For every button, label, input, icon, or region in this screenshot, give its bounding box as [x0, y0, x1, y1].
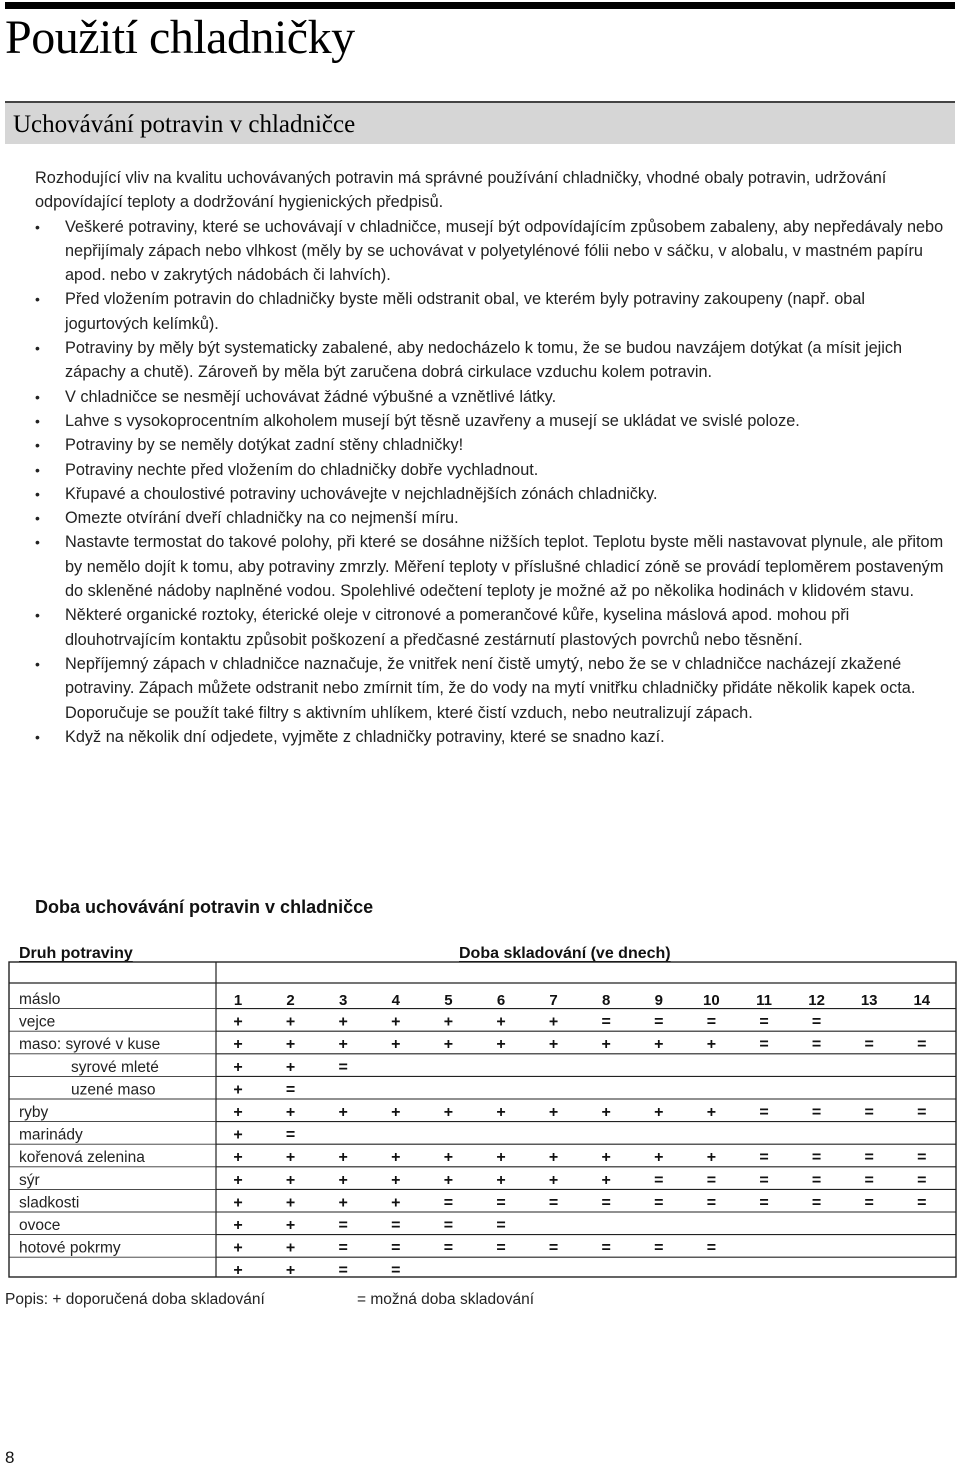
- equal-symbol: =: [548, 1194, 559, 1212]
- equal-symbol: =: [601, 1013, 611, 1031]
- equal-symbol: =: [548, 1239, 559, 1257]
- bullet-item: [35, 287, 945, 336]
- page-number: 8: [5, 1448, 15, 1467]
- bullet-text: Potraviny nechte před vložením do chladničky dobře vychladnout.: [65, 460, 539, 479]
- plus-symbol: +: [233, 1171, 243, 1189]
- top-rule: [5, 2, 955, 9]
- plus-symbol: +: [285, 1149, 296, 1167]
- plus-symbol: +: [285, 1036, 296, 1054]
- bullet-text: Před vložením potravin do chladničky byste měli odstranit obal, ve kterém byly potraviny zakoupeny (např. obal jogurtových kelímků).: [65, 290, 865, 333]
- plus-symbol: +: [391, 1171, 401, 1189]
- equal-symbol: =: [864, 1149, 874, 1167]
- plus-symbol: +: [654, 1036, 664, 1054]
- equal-symbol: =: [443, 1217, 454, 1234]
- equal-symbol: =: [706, 1013, 717, 1031]
- plus-symbol: +: [233, 1126, 243, 1144]
- equal-symbol: =: [917, 1194, 927, 1212]
- bullet-text: Potraviny by se neměly dotýkat zadní stěny chladničky!: [65, 436, 464, 455]
- equal-symbol: =: [917, 1171, 927, 1189]
- bullet-item: [35, 530, 945, 603]
- plus-symbol: +: [285, 1262, 296, 1278]
- day-number: 11: [756, 992, 772, 1009]
- day-number: 7: [549, 992, 558, 1009]
- equal-symbol: =: [864, 1194, 874, 1212]
- equal-symbol: =: [443, 1194, 454, 1212]
- plus-symbol: +: [391, 1104, 401, 1121]
- plus-symbol: +: [654, 1104, 664, 1121]
- bullet-icon: •: [35, 655, 40, 672]
- equal-symbol: =: [285, 1126, 296, 1144]
- plus-symbol: +: [706, 1149, 717, 1167]
- plus-symbol: +: [285, 1013, 296, 1031]
- plus-symbol: +: [601, 1036, 611, 1054]
- equal-symbol: =: [654, 1013, 664, 1031]
- plus-symbol: +: [285, 1058, 296, 1076]
- day-number: 4: [391, 992, 400, 1009]
- plus-symbol: +: [233, 1036, 243, 1054]
- days-column-header: Doba skladování (ve dnech): [459, 945, 671, 962]
- bullet-item: [35, 336, 945, 385]
- food-name: máslo: [19, 991, 61, 1008]
- equal-symbol: =: [917, 1036, 927, 1054]
- bullet-list: [35, 215, 945, 750]
- bullet-item: [35, 652, 945, 725]
- bullet-icon: •: [35, 485, 40, 502]
- equal-symbol: =: [811, 1194, 822, 1212]
- plus-symbol: +: [338, 1171, 348, 1189]
- food-name: kořenová zelenina: [19, 1149, 145, 1167]
- equal-symbol: =: [811, 1013, 822, 1031]
- equal-symbol: =: [759, 1194, 769, 1212]
- day-number: 13: [860, 992, 878, 1009]
- plus-symbol: +: [233, 1081, 243, 1099]
- plus-symbol: +: [233, 1194, 243, 1212]
- intro-paragraph: Rozhodující vliv na kvalitu uchovávaných potravin má správné používání chladničky, vhodné obaly potravin, udržování odpovídající teploty a dodržování hygienických předpisů.: [35, 169, 887, 212]
- equal-symbol: =: [391, 1239, 401, 1257]
- bullet-item: [35, 409, 945, 433]
- plus-symbol: +: [285, 1217, 296, 1234]
- equal-symbol: =: [496, 1239, 506, 1257]
- plus-symbol: +: [285, 1171, 296, 1189]
- plus-symbol: +: [706, 1104, 717, 1121]
- plus-symbol: +: [338, 1149, 348, 1167]
- bullet-text: Nastavte termostat do takové polohy, při které se dosáhne nižších teplot. Teplotu byste měli nastavovat plynule, ale přitom by nemělo dojít k tomu, aby potraviny zmrzly. Měření teploty v příslušné chladicí zóně se provádí teploměrem postaveným do skleněné nádoby naplněné vodou. Spolehlivé odečtení teploty je možné až po několika hodinách v klidovém stavu.: [65, 533, 944, 601]
- equal-symbol: =: [811, 1149, 822, 1167]
- equal-symbol: =: [496, 1194, 506, 1212]
- equal-symbol: =: [759, 1171, 769, 1189]
- equal-symbol: =: [864, 1171, 874, 1189]
- food-column-header: Druh potraviny: [19, 945, 133, 962]
- food-name: syrové mleté: [71, 1058, 159, 1076]
- plus-symbol: +: [443, 1036, 454, 1054]
- plus-symbol: +: [338, 1036, 348, 1054]
- bullet-item: [35, 433, 945, 457]
- plus-symbol: +: [233, 1149, 243, 1167]
- bullet-item: [35, 603, 945, 652]
- page-title: Použití chladničky: [5, 11, 355, 64]
- plus-symbol: +: [443, 1013, 454, 1031]
- bullet-text: Veškeré potraviny, které se uchovávají v chladničce, musejí být odpovídajícím způsobem zabaleny, aby nepředávaly nebo nepřijímaly zápach nebo vlhkost (měly by se uchovávat v polyetylénové fólii nebo v sáčku, v alobalu, v mastném papíru apod. nebo v zakrytých nádobách či lahvích).: [65, 217, 944, 285]
- body-text: [35, 166, 945, 749]
- day-number: 14: [913, 992, 931, 1009]
- food-name: uzené maso: [71, 1081, 156, 1099]
- bullet-icon: •: [35, 340, 40, 357]
- plus-symbol: +: [338, 1194, 348, 1212]
- food-name: marinády: [19, 1126, 83, 1144]
- plus-symbol: +: [391, 1149, 401, 1167]
- equal-symbol: =: [706, 1194, 717, 1212]
- plus-symbol: +: [233, 1217, 243, 1234]
- equal-symbol: =: [338, 1239, 348, 1257]
- plus-symbol: +: [285, 1104, 296, 1121]
- bullet-text: Když na několik dní odjedete, vyjměte z chladničky potraviny, které se snadno kazí.: [65, 727, 665, 746]
- plus-symbol: +: [496, 1171, 506, 1189]
- bullet-icon: •: [35, 461, 40, 478]
- bullet-text: Lahve s vysokoprocentním alkoholem musejí být těsně uzavřeny a musejí se ukládat ve svislé poloze.: [65, 411, 800, 430]
- bullet-text: Potraviny by měly být systematicky zabalené, aby nedocházelo k tomu, že se budou navzájem dotýkat (a mísit jejich zápachy a chutě). Zároveň by měla být zaručena dobrá cirkulace vzduchu kolem potravin.: [65, 339, 903, 382]
- day-number: 10: [703, 992, 720, 1009]
- equal-symbol: =: [917, 1149, 927, 1167]
- bullet-icon: •: [35, 607, 40, 624]
- plus-symbol: +: [443, 1171, 454, 1189]
- plus-symbol: +: [706, 1036, 717, 1054]
- plus-symbol: +: [496, 1149, 506, 1167]
- plus-symbol: +: [285, 1239, 296, 1257]
- bullet-text: V chladničce se nesmějí uchovávat žádné výbušné a vznětlivé látky.: [65, 387, 557, 406]
- equal-symbol: =: [654, 1239, 664, 1257]
- plus-symbol: +: [443, 1149, 454, 1167]
- plus-symbol: +: [548, 1013, 559, 1031]
- equal-symbol: =: [706, 1171, 717, 1189]
- storage-table: [8, 961, 957, 1278]
- section-title: Uchovávání potravin v chladničce: [13, 111, 356, 138]
- bullet-icon: •: [35, 291, 40, 308]
- plus-symbol: +: [548, 1171, 559, 1189]
- bullet-text: Křupavé a choulostivé potraviny uchovávejte v nejchladnějších zónách chladničky.: [65, 484, 658, 503]
- bullet-item: [35, 482, 945, 506]
- equal-symbol: =: [864, 1104, 874, 1121]
- bullet-item: [35, 215, 945, 288]
- bullet-text: Omezte otvírání dveří chladničky na co nejmenší míru.: [65, 509, 459, 528]
- day-number: 8: [602, 992, 611, 1009]
- equal-symbol: =: [601, 1239, 611, 1257]
- equal-symbol: =: [811, 1171, 822, 1189]
- plus-symbol: +: [338, 1104, 348, 1121]
- bullet-icon: •: [35, 534, 40, 551]
- plus-symbol: +: [548, 1036, 559, 1054]
- plus-symbol: +: [391, 1013, 401, 1031]
- day-number: 6: [496, 992, 506, 1009]
- equal-symbol: =: [759, 1036, 769, 1054]
- legend-equal: = možná doba skladování: [357, 1291, 535, 1308]
- section-header-bar: [5, 101, 955, 144]
- bullet-icon: •: [35, 412, 40, 429]
- equal-symbol: =: [759, 1013, 769, 1031]
- equal-symbol: =: [338, 1058, 348, 1076]
- food-name: vejce: [19, 1013, 56, 1031]
- plus-symbol: +: [285, 1194, 296, 1212]
- plus-symbol: +: [601, 1149, 611, 1167]
- plus-symbol: +: [548, 1104, 559, 1121]
- day-number: 9: [654, 992, 663, 1009]
- plus-symbol: +: [391, 1036, 401, 1054]
- equal-symbol: =: [391, 1262, 401, 1278]
- equal-symbol: =: [759, 1149, 769, 1167]
- equal-symbol: =: [654, 1194, 664, 1212]
- plus-symbol: +: [233, 1013, 243, 1031]
- plus-symbol: +: [496, 1036, 506, 1054]
- plus-symbol: +: [601, 1104, 611, 1121]
- day-number: 12: [808, 992, 825, 1009]
- equal-symbol: =: [864, 1036, 874, 1054]
- plus-symbol: +: [233, 1239, 243, 1257]
- day-number: 5: [444, 992, 453, 1009]
- bullet-icon: •: [35, 728, 40, 745]
- bullet-item: [35, 725, 945, 749]
- plus-symbol: +: [391, 1194, 401, 1212]
- equal-symbol: =: [391, 1217, 401, 1234]
- food-name: ryby: [19, 1104, 49, 1121]
- legend-plus: Popis: + doporučená doba skladování: [5, 1291, 265, 1308]
- plus-symbol: +: [338, 1013, 348, 1031]
- day-number: 1: [233, 992, 243, 1009]
- equal-symbol: =: [601, 1194, 611, 1212]
- bullet-text: Některé organické roztoky, éterické oleje v citronové a pomerančové kůře, kyselina máslová apod. mohou při dlouhotrvajícím kontaktu způsobit poškození a předčasné zestárnutí plastových povrchů nebo těsnění.: [65, 606, 850, 649]
- equal-symbol: =: [443, 1239, 454, 1257]
- bullet-icon: •: [35, 437, 40, 454]
- equal-symbol: =: [917, 1104, 927, 1121]
- plus-symbol: +: [496, 1104, 506, 1121]
- equal-symbol: =: [759, 1104, 769, 1121]
- plus-symbol: +: [496, 1013, 506, 1031]
- equal-symbol: =: [706, 1239, 717, 1257]
- plus-symbol: +: [233, 1262, 243, 1278]
- equal-symbol: =: [338, 1262, 348, 1278]
- food-name: ovoce: [19, 1217, 61, 1234]
- bullet-icon: •: [35, 510, 40, 527]
- bullet-icon: •: [35, 218, 40, 235]
- food-name: sladkosti: [19, 1194, 80, 1212]
- bullet-icon: •: [35, 388, 40, 405]
- day-number: 2: [286, 992, 295, 1009]
- plus-symbol: +: [654, 1149, 664, 1167]
- equal-symbol: =: [811, 1104, 822, 1121]
- plus-symbol: +: [443, 1104, 454, 1121]
- plus-symbol: +: [233, 1058, 243, 1076]
- plus-symbol: +: [548, 1149, 559, 1167]
- equal-symbol: =: [496, 1217, 506, 1234]
- bullet-text: Nepříjemný zápach v chladničce naznačuje, že vnitřek není čistě umytý, nebo že se v chladničce nacházejí zkažené potraviny. Zápach můžete odstranit nebo zmírnit tím, že do vody na mytí vnitřku chladničky přidáte několik kapek octa. Doporučuje se použít také filtry s aktivním uhlíkem, které čistí vzduch, nebo neutralizují zápach.: [65, 654, 916, 722]
- table-heading: Doba uchovávání potravin v chladničce: [35, 897, 374, 917]
- plus-symbol: +: [601, 1171, 611, 1189]
- bullet-item: [35, 506, 945, 530]
- food-name: hotové pokrmy: [19, 1239, 121, 1257]
- equal-symbol: =: [654, 1171, 664, 1189]
- food-name: maso: syrové v kuse: [19, 1036, 161, 1054]
- bullet-item: [35, 458, 945, 482]
- food-name: sýr: [19, 1171, 40, 1189]
- day-number: 3: [339, 992, 348, 1009]
- plus-symbol: +: [233, 1104, 243, 1121]
- bullet-item: [35, 385, 945, 409]
- equal-symbol: =: [285, 1081, 296, 1099]
- equal-symbol: =: [811, 1036, 822, 1054]
- equal-symbol: =: [338, 1217, 348, 1234]
